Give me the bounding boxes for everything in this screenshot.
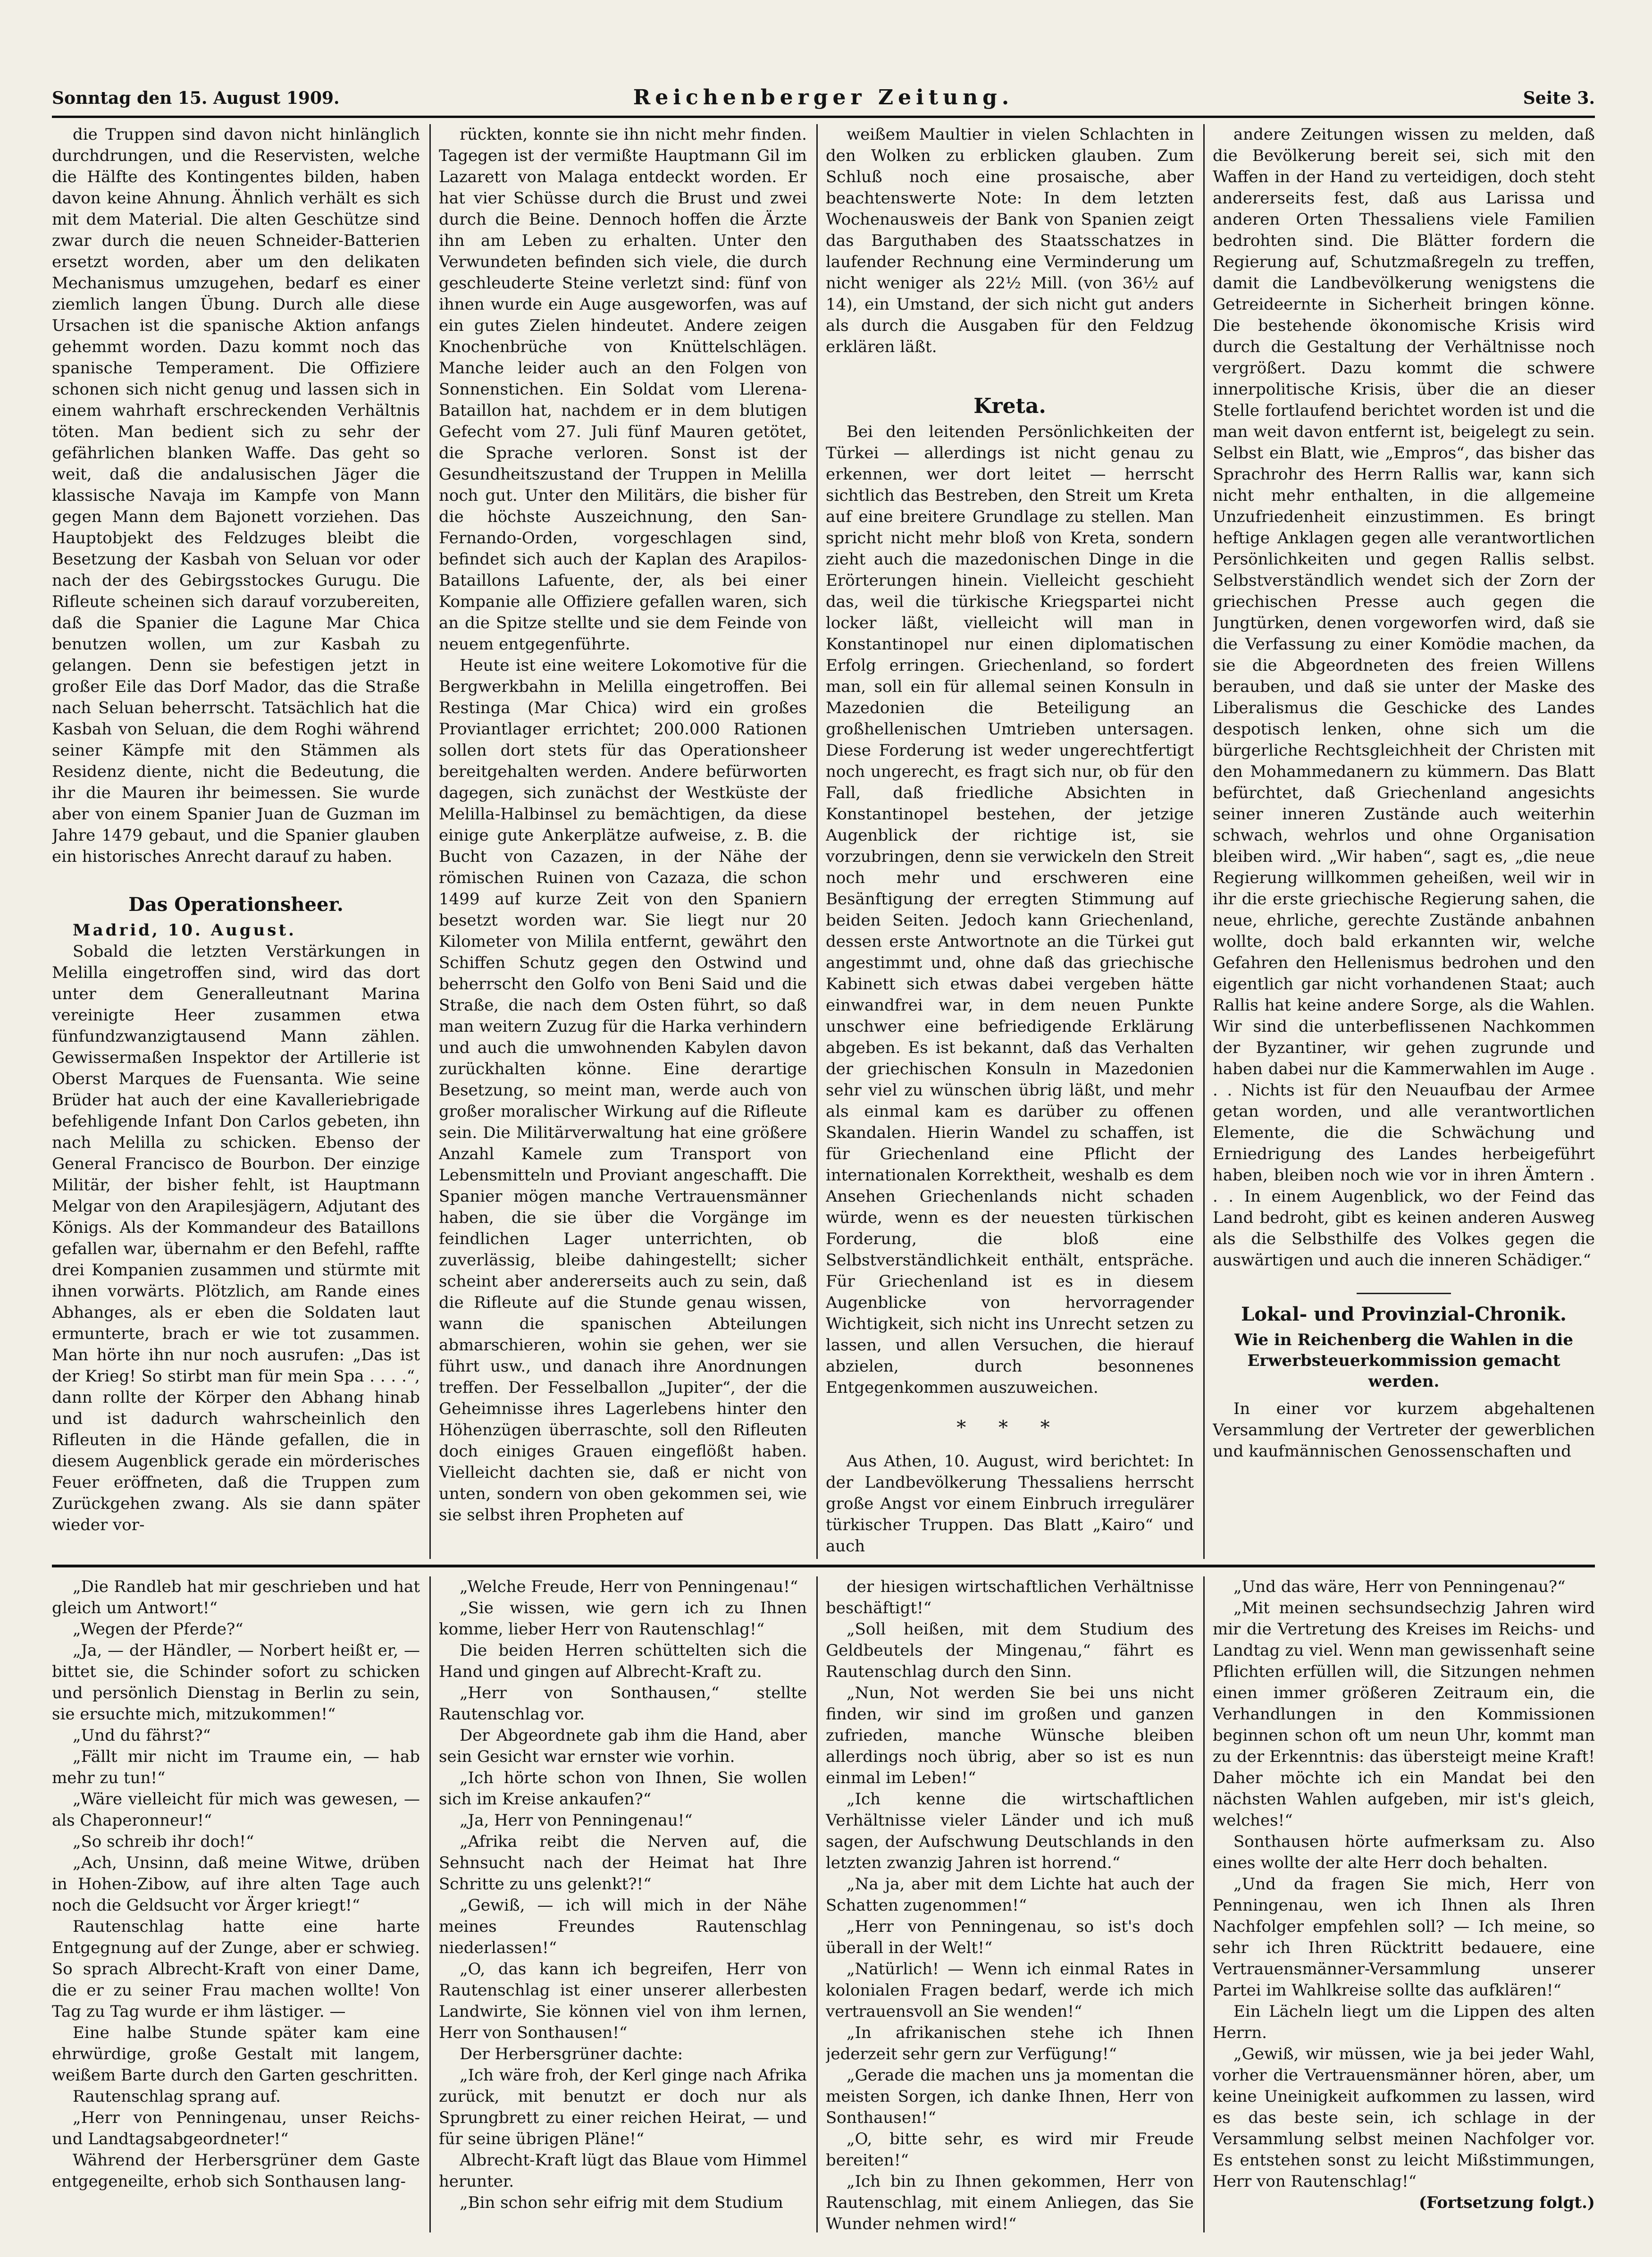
- story-paragraph: „Ich hörte schon von Ihnen, Sie wollen sich im Kreise ankaufen?“: [439, 1769, 807, 1809]
- story-paragraph: „Welche Freude, Herr von Penningenau!“: [460, 1577, 798, 1596]
- column-divider: [816, 1576, 818, 2232]
- continuation-note: (Fortsetzung folgt.): [1418, 2193, 1595, 2212]
- story-paragraph: „Mit meinen sechsundsechzig Jahren wird mir die Vertretung des Kreises im Reichs- und Landtag zu viel. Wenn man gewissenhaft seine Pflichten erfüllen will, die Sitzungen nehmen einen immer größeren Zeitraum ein, die Verhandlungen in den Kommissionen beginnen schon oft um neun Uhr, kommt man zu der Erkenntnis: das übersteigt meine Kraft! Daher möchte ich ein Mandat bei den nächsten Wahlen aufgeben, mir ist's gleich, welches!“: [1213, 1599, 1595, 1830]
- story-paragraph: „O, das kann ich begreifen, Herr von Rautenschlag ist einer unserer allerbesten Landwirte, Sie können viel von ihm lernen, Herr von Sonthausen!“: [439, 1960, 807, 2042]
- feuilleton-section: [52, 1576, 1595, 2232]
- story-paragraph: „In afrikanischen stehe ich Ihnen jederzeit sehr gern zur Verfügung!“: [826, 2023, 1194, 2063]
- story-paragraph: „Und das wäre, Herr von Penningenau?“: [1233, 1577, 1566, 1596]
- story-paragraph: „Gewiß, wir müssen, wie ja bei jeder Wahl, vorher die Vertrauensmänner hören, aber, um keine Uneinigkeit aufkommen zu lassen, wird es das beste sein, ich schlage in der Versammlung selbst meinen Nachfolger vor. Es entstehen sonst zu leicht Mißstimmungen, Herr von Rautenschlag!“: [1213, 2045, 1595, 2191]
- story-paragraph: der hiesigen wirtschaftlichen Verhältnisse beschäftigt!“: [826, 1577, 1194, 1617]
- dateline: Madrid, 10. August.: [73, 921, 296, 940]
- feuilleton-column-2: [439, 1576, 807, 2232]
- story-paragraph: „Sie wissen, wie gern ich zu Ihnen komme, lieber Herr von Rautenschlag!“: [439, 1599, 807, 1639]
- article-text: andere Zeitungen wissen zu melden, daß die Bevölkerung bereit sei, sich mit den Waffen in der Hand zu verteidigen, doch steht andererseits fest, daß aus Larissa und anderen Orten Thessaliens viele Familien bedrohten sind. Die Blätter fordern die Regierung auf, Schutzmaßregeln zu treffen, damit die Landbevölkerung wenigstens die Getreideernte in Sicherheit bringen könne. Die bestehende ökonomische Krisis wird durch die Gestaltung der Verhältnisse noch vergrößert. Dazu kommt die schwere innerpolitische Krisis, über die an dieser Stelle fortlaufend berichtet worden ist und die man weit davon entfernt ist, beigelegt zu sein. Selbst ein Blatt, wie „Empros“, das bisher das Sprachrohr des Herrn Rallis war, kann sich nicht mehr enthalten, in die allgemeine Unzufriedenheit einzustimmen. Es bringt heftige Anklagen gegen alle verantwortlichen Persönlichkeiten und gegen Rallis selbst. Selbstverständlich wendet sich der Zorn der griechischen Presse auch gegen die Jungtürken, denen vorgeworfen wird, daß sie die Verfassung zu einer Komödie machen, da sie die Abgeordneten des freien Willens berauben, und daß sie unter der Maske des Liberalismus die Geschicke des Landes despotisch lenken, ohne sich um die bürgerliche Rechtsgleichheit der Christen mit den Mohammedanern zu kümmern. Das Blatt befürchtet, daß Griechenland angesichts seiner inneren Zustände auch weiterhin schwach, wehrlos und ohne Organisation bleiben wird. „Wir haben“, sagt es, „die neue Regierung willkommen geheißen, weil wir in ihr die erste griechische Regierung sahen, die neue, ehrliche, gerechte Zustände anbahnen wollte, doch bald erkannten wir, welche Gefahren den Hellenismus bedrohen und den eigentlich gar nicht vorhandenen Staat; auch Rallis hat keine andere Sorge, als die Wahlen. Wir sind die unterbeflissenen Nachkommen der Byzantiner, wir gehen zugrunde und haben dabei nur die Kammerwahlen im Auge . . . Nichts ist für den Neuaufbau der Armee getan worden, und alle verantwortlichen Elemente, die die Schwächung und Erniedrigung des Landes herbeigeführt haben, bleiben noch wie vor in ihren Ämtern . . . In einem Augenblick, wo der Feind das Land bedroht, gibt es keinen anderen Ausweg als die Selbsthilfe des Volkes gegen die auswärtigen und auch die inneren Schädiger.“: [1213, 125, 1595, 1270]
- story-paragraph: Ein Lächeln liegt um die Lippen des alten Herrn.: [1213, 2002, 1595, 2042]
- article-text: In einer vor kurzem abgehaltenen Versammlung der Vertreter der gewerblichen und kaufmännischen Genossenschaften und: [1213, 1399, 1595, 1461]
- column-2: [439, 124, 807, 1559]
- story-paragraph: Albrecht-Kraft lügt das Blaue vom Himmel herunter.: [439, 2151, 807, 2191]
- story-paragraph: Der Herbersgrüner dachte:: [460, 2045, 683, 2063]
- story-paragraph: „Ach, Unsinn, daß meine Witwe, drüben in Hohen-Zibow, auf ihre alten Tage auch noch die Geldsucht vor Ärger kriegt!“: [52, 1853, 420, 1915]
- story-paragraph: „O, bitte sehr, es wird mir Freude bereiten!“: [826, 2130, 1194, 2170]
- story-paragraph: Die beiden Herren schüttelten sich die Hand und gingen auf Albrecht-Kraft zu.: [439, 1641, 807, 1681]
- news-section: [52, 124, 1595, 1559]
- story-paragraph: „Herr von Penningenau, so ist's doch überall in der Welt!“: [826, 1917, 1194, 1957]
- article-heading: Das Operationsheer.: [128, 893, 344, 916]
- story-paragraph: „Afrika reibt die Nerven auf, die Sehnsucht nach der Heimat hat Ihre Schritte zu uns gelenkt?!“: [439, 1832, 807, 1894]
- story-paragraph: „Ich wäre froh, der Kerl ginge nach Afrika zurück, mit benutzt er doch nur als Sprungbrett zu einer reichen Heirat, — und für seine übrigen Pläne!“: [439, 2066, 807, 2148]
- issue-date: Sonntag den 15. August 1909.: [52, 88, 340, 108]
- column-divider: [816, 124, 818, 1559]
- section-heading: Lokal- und Provinzial-Chronik.: [1241, 1303, 1567, 1325]
- story-paragraph: „Und du fährst?“: [73, 1726, 211, 1745]
- article-text: die Truppen sind davon nicht hinlänglich durchdrungen, und die Reservisten, welche die Hälfte des Kontingentes bilden, haben davon keine Ahnung. Ähnlich verhält es sich mit dem Material. Die alten Geschütze sind zwar durch die neuen Schneider-Batterien ersetzt worden, aber um den delikaten Mechanismus umzugehen, bedarf es einer ziemlich langen Übung. Durch alle diese Ursachen ist die spanische Aktion anfangs gehemmt worden. Dazu kommt noch das spanische Temperament. Die Offiziere schonen sich nicht genug und lassen sich in einem wahrhaft erschreckenden Verhältnis töten. Man bedient sich zu sehr der gefährlichen blanken Waffe. Das geht so weit, daß die andalusischen Jäger die klassische Navaja im Kampfe von Mann gegen Mann dem Bajonett vorziehen. Das Hauptobjekt des Feldzuges bleibt die Besetzung der Kasbah von Seluan vor oder nach der des Gebirgsstockes Gurugu. Die Rifleute scheinen sich darauf vorzubereiten, daß die Spanier die Lagune Mar Chica benutzen wollen, um zur Kasbah zu gelangen. Denn sie befestigen jetzt in großer Eile das Dorf Mador, das die Straße nach Seluan beherrscht. Tatsächlich hat die Kasbah von Seluan, die dem Roghi während seiner Kämpfe mit den Stämmen als Residenz diente, nicht die Bedeutung, die ihr die Mauren ihr beimessen. Sie wurde aber von einem Spanier Juan de Guzman im Jahre 1479 gebaut, und die Spanier glauben ein historisches Anrecht darauf zu haben.: [52, 125, 420, 866]
- page-number: Seite 3.: [1523, 88, 1595, 108]
- page-header: [52, 83, 1595, 118]
- story-paragraph: „Gewiß, — ich will mich in der Nähe meines Freundes Rautenschlag niederlassen!“: [439, 1896, 807, 1957]
- story-paragraph: „Soll heißen, mit dem Studium des Geldbeutels der Mingenau,“ fährt es Rautenschlag durch den Sinn.: [826, 1620, 1194, 1681]
- column-divider: [1203, 124, 1205, 1559]
- column-divider: [429, 1576, 431, 2232]
- story-paragraph: „Ja, Herr von Penningenau!“: [460, 1811, 693, 1830]
- story-paragraph: Während der Herbersgrüner dem Gaste entgegeneilte, erhob sich Sonthausen lang-: [52, 2151, 420, 2191]
- article-subheading: Wie in Reichenberg die Wahlen in die Erwerbsteuerkommission gemacht werden.: [1234, 1331, 1573, 1391]
- feuilleton-separator: [52, 1565, 1595, 1567]
- story-paragraph: „Die Randleb hat mir geschrieben und hat gleich um Antwort!“: [52, 1577, 420, 1617]
- story-paragraph: „Ich kenne die wirtschaftlichen Verhältnisse vieler Länder und ich muß sagen, der Aufschwung Deutschlands in den letzten zwanzig Jahren ist horrend.“: [826, 1790, 1194, 1872]
- story-paragraph: „Herr von Penningenau, unser Reichs- und Landtagsabgeordneter!“: [52, 2108, 420, 2148]
- story-paragraph: „Herr von Sonthausen,“ stellte Rautenschlag vor.: [439, 1684, 807, 1724]
- column-4: [1213, 124, 1595, 1559]
- column-divider: [1203, 1576, 1205, 2232]
- article-text: Heute ist eine weitere Lokomotive für die Bergwerkbahn in Melilla eingetroffen. Bei Restinga (Mar Chica) wird ein großes Proviantlager errichtet; 200.000 Rationen sollen dort stets für das Operationsheer bereitgehalten werden. Andere befürworten dagegen, sich zunächst der Westküste der Melilla-Halbinsel zu bemächtigen, da diese einige gute Ankerplätze aufweise, z. B. die Bucht von Cazazen, in der Nähe der römischen Ruinen von Cazaza, die schon 1499 auf kurze Zeit von den Spaniern besetzt worden war. Sie liegt nur 20 Kilometer von Milila entfernt, gewährt den Schiffen Schutz gegen den Ostwind und beherrscht den Golfo von Beni Said und die Straße, die nach dem Osten führt, so daß man weitern Zuzug für die Harka verhindern und auch die umwohnenden Kabylen davon zurückhalten könne. Eine derartige Besetzung, so meint man, werde auch von großer moralischer Wirkung auf die Rifleute sein. Die Militärverwaltung hat eine größere Anzahl Kamele zum Transport von Lebensmitteln und Proviant angeschafft. Die Spanier mögen manche Vertrauensmänner haben, die sie über die Vorgänge im feindlichen Lager unterrichten, ob zuverlässig, bleibe dahingestellt; sicher scheint aber andererseits auch zu sein, daß die Rifleute auf die Stunde genau wissen, wann die spanischen Abteilungen abmarschieren, wohin sie gehen, wer sie führt usw., und danach ihre Anordnungen treffen. Der Fesselballon „Jupiter“, der die Geheimnisse ihres Lagerlebens hinter den Höhenzügen überraschte, soll den Rifleuten doch einiges Grauen eingeflößt haben. Vielleicht dachten sie, daß er nicht von unten, sondern von oben gekommen sei, wie sie selbst ihren Propheten auf: [439, 656, 807, 1524]
- feuilleton-column-1: [52, 1576, 420, 2232]
- story-paragraph: „Fällt mir nicht im Traume ein, — hab mehr zu tun!“: [52, 1747, 420, 1787]
- section-separator: * * *: [956, 1417, 1063, 1439]
- article-text: weißem Maultier in vielen Schlachten in den Wolken zu erblicken glauben. Zum Schluß noch eine prosaische, aber beachtenswerte Note: In dem letzten Wochenausweis der Bank von Spanien zeigt das Barguthaben des Staatsschatzes in laufender Rechnung eine Verminderung um nicht weniger als 22½ Mill. (von 36½ auf 14), ein Umstand, der sich nicht gut anders als durch die Ausgaben für den Feldzug erklären läßt.: [826, 125, 1194, 356]
- story-paragraph: Sonthausen hörte aufmerksam zu. Also eines wollte der alte Herr doch behalten.: [1213, 1832, 1595, 1872]
- article-text: Aus Athen, 10. August, wird berichtet: In der Landbevölkerung Thessaliens herrscht große Angst vor einem Einbruch irregulärer türkischer Truppen. Das Blatt „Kairo“ und auch: [826, 1452, 1194, 1556]
- story-paragraph: „Na ja, aber mit dem Lichte hat auch der Schatten zugenommen!“: [826, 1875, 1194, 1915]
- article-text: Sobald die letzten Verstärkungen in Melilla eingetroffen sind, wird das dort unter dem Generalleutnant Marina vereinigte Heer zusammen etwa fünfundzwanzigtausend Mann zählen. Gewissermaßen Inspektor der Artillerie ist Oberst Marques de Fuensanta. Wie seine Brüder hat auch der eine Kavalleriebrigade befehligende Infant Don Carlos gebeten, ihn nach Melilla zu schicken. Ebenso der General Francisco de Bourbon. Der einzige Militär, der bisher fehlt, ist Hauptmann Melgar von den Arapilesjägern, Adjutant des Königs. Als der Kommandeur des Bataillons gefallen war, übernahm er den Befehl, raffte drei Kompanien zusammen und stürmte mit ihnen vorwärts. Plötzlich, am Rande eines Abhanges, als er eben die Soldaten laut ermunterte, brach er wie tot zusammen. Man hörte ihn nur noch ausrufen: „Das ist der Krieg! So stirbt man für mein Spa . . . .“, dann rollte der Körper den Abhang hinab und ist dadurch wahrscheinlich den Rifleuten in die Hände gefallen, die in diesem Augenblick gerade ein mörderisches Feuer eröffneten, daß die Truppen zum Zurückgehen zwang. Als sie dann später wieder vor-: [52, 942, 420, 1534]
- story-paragraph: „So schreib ihr doch!“: [73, 1832, 254, 1851]
- article-text: Bei den leitenden Persönlichkeiten der Türkei — allerdings ist nicht genau zu erkennen, wer dort leitet — herrscht sichtlich das Bestreben, den Streit um Kreta auf eine breitere Grundlage zu stellen. Man spricht nicht mehr bloß von Kreta, sondern zieht auch die mazedonischen Dinge in die Erörterungen hinein. Vielleicht geschieht das, weil die türkische Kriegspartei nicht locker läßt, vielleicht will man in Konstantinopel nur einen diplomatischen Erfolg erringen. Griechenland, so fordert man, soll ein für allemal seinen Konsuln in Mazedonien die Beteiligung an großhellenischen Umtrieben untersagen. Diese Forderung ist weder ungerechtfertigt noch ungerecht, es fragt sich nur, ob für den Fall, daß friedliche Absichten in Konstantinopel bestehen, der jetzige Augenblick der richtige ist, sie vorzubringen, denn sie verwickeln den Streit noch mehr und erschweren eine Besänftigung der erregten Stimmung auf beiden Seiten. Jedoch kann Griechenland, dessen erste Antwortnote an die Türkei gut angestimmt und, ohne daß das griechische Kabinett sich etwas dabei vergeben hätte einwandfrei war, in dem neuen Punkte unschwer eine befriedigende Erklärung abgeben. Es ist bekannt, daß das Verhalten der griechischen Konsuln in Mazedonien sehr viel zu wünschen übrig läßt, und mehr als einmal kam es darüber zu offenen Skandalen. Hierin Wandel zu schaffen, ist für Griechenland eine Pflicht der internationalen Korrektheit, weshalb es dem Ansehen Griechenlands nicht schaden würde, wenn es der neuesten türkischen Forderung, die bloß eine Selbstverständlichkeit enthält, entspräche. Für Griechenland ist es in diesem Augenblicke von hervorragender Wichtigkeit, sich nicht ins Unrecht setzen zu lassen, und allen Versuchen, die hierauf abzielen, durch besonnenes Entgegenkommen auszuweichen.: [826, 422, 1194, 1397]
- story-paragraph: Rautenschlag sprang auf.: [73, 2087, 281, 2106]
- story-paragraph: Der Abgeordnete gab ihm die Hand, aber sein Gesicht war ernster wie vorhin.: [439, 1726, 807, 1766]
- story-paragraph: „Natürlich! — Wenn ich einmal Rates in kolonialen Fragen bedarf, werde ich mich vertrauensvoll an Sie wenden!“: [826, 1960, 1194, 2021]
- story-paragraph: „Nun, Not werden Sie bei uns nicht finden, wir sind im großen und ganzen zufrieden, manche Wünsche bleiben allerdings noch übrig, aber so ist es nun einmal im Leben!“: [826, 1684, 1194, 1787]
- story-paragraph: „Wegen der Pferde?“: [73, 1620, 243, 1639]
- masthead: Reichenberger Zeitung.: [633, 85, 1014, 109]
- column-1: [52, 124, 420, 1559]
- story-paragraph: Eine halbe Stunde später kam eine ehrwürdige, große Gestalt mit langem, weißem Barte durch den Garten geschritten.: [52, 2023, 420, 2085]
- short-rule: [1357, 1293, 1451, 1294]
- feuilleton-column-4: [1213, 1576, 1595, 2232]
- newspaper-page: [52, 83, 1595, 2235]
- feuilleton-column-3: [826, 1576, 1194, 2232]
- column-divider: [429, 124, 431, 1559]
- story-paragraph: „Ja, — der Händler, — Norbert heißt er, — bittet sie, die Schinder sofort zu schicken und persönlich Dienstag in Berlin zu sein, sie ersuchte mich, mitzukommen!“: [52, 1641, 420, 1724]
- article-heading: Kreta.: [973, 394, 1046, 418]
- story-paragraph: „Gerade die machen uns ja momentan die meisten Sorgen, ich danke Ihnen, Herr von Sonthausen!“: [826, 2066, 1194, 2127]
- story-paragraph: „Ich bin zu Ihnen gekommen, Herr von Rautenschlag, mit einem Anliegen, das Sie Wunder nehmen wird!“: [826, 2172, 1194, 2232]
- story-paragraph: „Bin schon sehr eifrig mit dem Studium: [460, 2193, 783, 2212]
- article-text: rückten, konnte sie ihn nicht mehr finden. Tagegen ist der vermißte Hauptmann Gil im Lazarett von Malaga entdeckt worden. Er hat vier Schüsse durch die Brust und zwei durch die Beine. Dennoch hoffen die Ärzte ihn am Leben zu erhalten. Unter den Verwundeten befinden sich viele, die durch geschleuderte Steine verletzt sind: fünf von ihnen wurde ein Auge ausgeworfen, was auf ein gutes Zielen hindeutet. Andere zeigen Knochenbrüche von Knüttelschlägen. Manche leider auch an den Folgen von Sonnenstichen. Ein Soldat vom Llerena-Bataillon hat, nachdem er in dem blutigen Gefecht vom 27. Juli fünf Mauren getötet, die Sprache verloren. Sonst ist der Gesundheitszustand der Truppen in Melilla noch gut. Unter den Militärs, die bisher für die höchste Auszeichnung, den San-Fernando-Orden, vorgeschlagen sind, befindet sich auch der Kaplan des Arapilos-Bataillons Lafuente, der, als bei einer Kompanie alle Offiziere gefallen waren, sich an die Spitze stellte und sie dem Feinde von neuem entgegenführte.: [439, 125, 807, 654]
- story-paragraph: „Wäre vielleicht für mich was gewesen, — als Chaperonneur!“: [52, 1790, 420, 1830]
- column-3: [826, 124, 1194, 1559]
- story-paragraph: Rautenschlag hatte eine harte Entgegnung auf der Zunge, aber er schwieg. So sprach Albrecht-Kraft von einer Dame, die er zu seiner Frau machen wollte! Von Tag zu Tag wurde er ihm lästiger. —: [52, 1917, 420, 2021]
- story-paragraph: „Und da fragen Sie mich, Herr von Penningenau, wen ich Ihnen als Ihren Nachfolger empfehlen soll? — Ich meine, so sehr ich Ihren Rücktritt bedauere, eine Vertrauensmänner-Versammlung unserer Partei im Wahlkreise sollte das aufklären!“: [1213, 1875, 1595, 2000]
